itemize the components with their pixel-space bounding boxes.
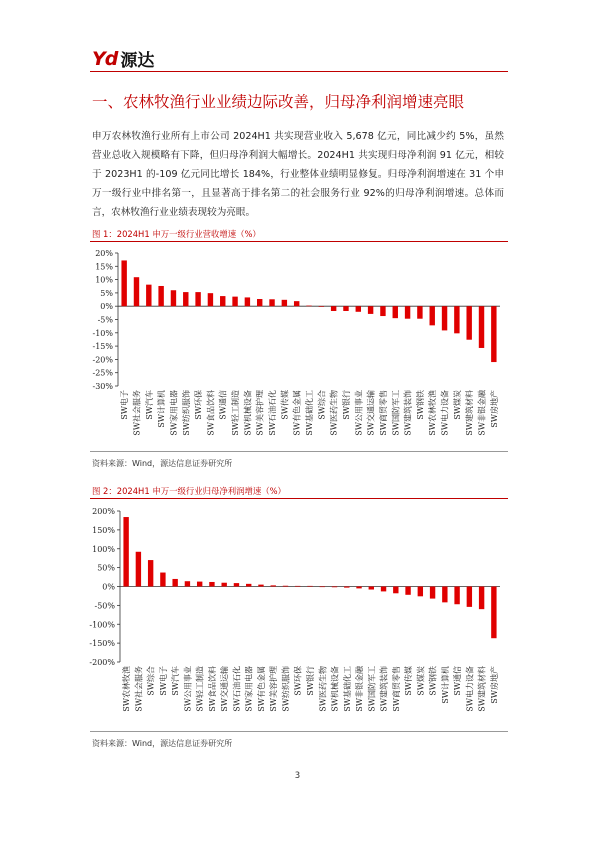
x-tick-label: SW钢铁 bbox=[428, 666, 438, 696]
bar bbox=[479, 587, 484, 610]
x-tick-label: SW交通运输 bbox=[366, 390, 376, 436]
figure1-source: 资料来源：Wind，源达信息证券研究所 bbox=[92, 459, 233, 468]
bar bbox=[197, 582, 202, 587]
x-tick-label: SW食品饮料 bbox=[207, 666, 217, 712]
bar bbox=[307, 586, 312, 587]
bar bbox=[418, 587, 423, 597]
logo-mark: Yd bbox=[92, 47, 118, 70]
bar bbox=[282, 300, 287, 306]
bar bbox=[185, 581, 190, 586]
x-tick-label: SW计算机 bbox=[440, 666, 450, 704]
x-tick-label: SW医药生物 bbox=[318, 666, 328, 712]
x-tick-label: SW汽车 bbox=[171, 666, 181, 696]
bar bbox=[430, 587, 435, 599]
y-tick-label: -25% bbox=[92, 368, 113, 378]
x-tick-label: SW环保 bbox=[293, 666, 303, 696]
y-tick-label: 5% bbox=[100, 288, 113, 298]
x-tick-label: SW煤炭 bbox=[416, 666, 426, 696]
y-tick-label: 0% bbox=[100, 302, 113, 312]
y-tick-label: 20% bbox=[95, 249, 113, 258]
bar bbox=[171, 290, 176, 306]
y-tick-label: -5% bbox=[97, 315, 113, 325]
logo-text: 源达 bbox=[120, 51, 155, 71]
x-tick-label: SW石油石化 bbox=[268, 390, 278, 436]
bar bbox=[381, 587, 386, 592]
page-number: 3 bbox=[294, 771, 301, 781]
bar bbox=[234, 583, 239, 586]
x-tick-label: SW食品饮料 bbox=[206, 390, 216, 436]
bar bbox=[343, 306, 348, 311]
x-tick-label: SW机械设备 bbox=[243, 390, 253, 436]
y-tick-label: -100% bbox=[89, 620, 115, 630]
bar bbox=[454, 306, 459, 333]
x-tick-label: SW公用事业 bbox=[183, 666, 193, 712]
bar bbox=[332, 587, 337, 588]
x-tick-label: SW建筑材料 bbox=[477, 666, 487, 712]
company-logo bbox=[92, 46, 154, 71]
bar bbox=[158, 286, 163, 306]
bar bbox=[442, 587, 447, 603]
bar bbox=[442, 306, 447, 330]
x-tick-label: SW综合 bbox=[317, 390, 327, 420]
x-tick-label: SW基础化工 bbox=[342, 666, 352, 712]
x-tick-label: SW电子 bbox=[158, 666, 168, 696]
figure1-top-rule bbox=[90, 241, 508, 242]
figure2-bottom-rule bbox=[90, 731, 508, 732]
y-tick-label: 15% bbox=[95, 262, 113, 272]
bar bbox=[123, 517, 128, 586]
bar bbox=[417, 306, 422, 319]
y-tick-label: -150% bbox=[89, 639, 115, 649]
y-tick-label: 10% bbox=[95, 275, 113, 285]
bar bbox=[369, 587, 374, 590]
x-tick-label: SW家用电器 bbox=[244, 666, 254, 712]
bar bbox=[258, 585, 263, 587]
bar bbox=[368, 306, 373, 314]
y-tick-label: -30% bbox=[92, 382, 113, 391]
x-tick-label: SW非银金融 bbox=[477, 390, 487, 436]
y-tick-label: -200% bbox=[89, 658, 115, 667]
y-tick-label: 0% bbox=[102, 582, 115, 592]
y-tick-label: -20% bbox=[92, 355, 113, 365]
x-tick-label: SW机械设备 bbox=[330, 666, 340, 712]
bar bbox=[344, 587, 349, 588]
x-tick-label: SW建筑装饰 bbox=[379, 666, 389, 712]
figure1-title: 图 1：2024H1 申万一级行业营收增速（%） bbox=[92, 229, 261, 239]
x-tick-label: SW电子 bbox=[120, 390, 130, 420]
x-tick-label: SW银行 bbox=[341, 390, 351, 420]
y-tick-label: -50% bbox=[94, 601, 115, 611]
bar bbox=[269, 299, 274, 306]
bar bbox=[183, 292, 188, 306]
figure2-top-rule bbox=[90, 498, 508, 499]
x-tick-label: SW纺织服饰 bbox=[181, 390, 191, 436]
x-tick-label: SW煤炭 bbox=[452, 390, 462, 420]
x-tick-label: SW通信 bbox=[218, 390, 228, 420]
x-tick-label: SW有色金属 bbox=[256, 666, 266, 712]
bar bbox=[306, 306, 311, 307]
x-tick-label: SW非银金融 bbox=[355, 666, 365, 712]
x-tick-label: SW综合 bbox=[146, 666, 156, 696]
x-tick-label: SW交通运输 bbox=[220, 666, 230, 712]
bar bbox=[148, 560, 153, 586]
x-tick-label: SW有色金属 bbox=[292, 390, 302, 436]
x-tick-label: SW钢铁 bbox=[415, 390, 425, 420]
bar bbox=[380, 306, 385, 316]
bar bbox=[208, 293, 213, 306]
y-tick-label: 100% bbox=[92, 544, 115, 554]
bar bbox=[405, 587, 410, 595]
x-tick-label: SW传媒 bbox=[280, 390, 290, 420]
revenue-growth-chart bbox=[88, 244, 510, 447]
bar bbox=[209, 582, 214, 587]
y-tick-label: -10% bbox=[92, 328, 113, 338]
x-tick-label: SW医药生物 bbox=[329, 390, 339, 436]
x-tick-label: SW电力设备 bbox=[465, 666, 475, 712]
x-tick-label: SW电力设备 bbox=[440, 390, 450, 436]
bar bbox=[271, 585, 276, 586]
x-tick-label: SW基础化工 bbox=[305, 390, 314, 436]
x-tick-label: SW商贸零售 bbox=[391, 666, 401, 712]
figure1-bottom-rule bbox=[90, 451, 508, 452]
x-tick-label: SW轻工制造 bbox=[231, 390, 241, 436]
x-tick-label: SW商贸零售 bbox=[378, 390, 388, 436]
x-tick-label: SW美容护理 bbox=[269, 666, 279, 712]
net-profit-growth-chart bbox=[88, 501, 510, 729]
bar bbox=[136, 552, 141, 587]
bar bbox=[320, 587, 325, 588]
bar bbox=[246, 584, 251, 587]
bar bbox=[393, 587, 398, 594]
x-tick-label: SW纺织服饰 bbox=[281, 666, 291, 712]
x-tick-label: SW房地产 bbox=[489, 666, 499, 704]
bar bbox=[393, 306, 398, 318]
x-tick-label: SW家用电器 bbox=[169, 390, 179, 436]
x-tick-label: SW计算机 bbox=[157, 390, 167, 428]
bar bbox=[232, 297, 237, 307]
bar bbox=[331, 306, 336, 311]
bar bbox=[491, 587, 496, 639]
figure2-source: 资料来源：Wind，源达信息证券研究所 bbox=[92, 739, 233, 748]
bar bbox=[283, 586, 288, 587]
bar bbox=[467, 587, 472, 607]
bar bbox=[295, 586, 300, 587]
section-title: 一、农林牧渔行业业绩边际改善，归母净利润增速亮眼 bbox=[92, 93, 465, 111]
bar bbox=[319, 306, 324, 307]
y-tick-label: -15% bbox=[92, 342, 113, 352]
bar bbox=[356, 306, 361, 312]
bar bbox=[160, 573, 165, 587]
x-tick-label: SW社会服务 bbox=[132, 390, 142, 436]
bar bbox=[121, 260, 126, 306]
x-tick-label: SW传媒 bbox=[404, 666, 414, 696]
bar bbox=[466, 306, 471, 340]
x-tick-label: SW社会服务 bbox=[134, 666, 144, 712]
bar bbox=[172, 579, 177, 587]
x-tick-label: SW农林牧渔 bbox=[428, 390, 438, 436]
x-tick-label: SW轻工制造 bbox=[195, 666, 205, 712]
x-tick-label: SW通信 bbox=[453, 666, 463, 696]
bar bbox=[245, 297, 250, 306]
bar bbox=[454, 587, 459, 605]
y-tick-label: 50% bbox=[97, 563, 115, 573]
x-tick-label: SW美容护理 bbox=[255, 390, 265, 436]
bar bbox=[221, 583, 226, 587]
x-tick-label: SW国防军工 bbox=[367, 666, 377, 712]
x-tick-label: SW房地产 bbox=[489, 390, 499, 428]
bar bbox=[257, 299, 262, 306]
x-tick-label: SW建筑装饰 bbox=[403, 390, 413, 436]
x-tick-label: SW银行 bbox=[306, 666, 315, 696]
bar bbox=[479, 306, 484, 348]
bar bbox=[430, 306, 435, 325]
bar bbox=[356, 587, 361, 589]
x-tick-label: SW汽车 bbox=[144, 390, 154, 420]
bar bbox=[220, 296, 225, 306]
x-tick-label: SW国防军工 bbox=[391, 390, 401, 436]
bar bbox=[195, 292, 200, 306]
bar bbox=[491, 306, 496, 362]
x-tick-label: SW环保 bbox=[194, 390, 204, 420]
figure2-title: 图 2：2024H1 申万一级行业归母净利润增速（%） bbox=[92, 486, 286, 496]
bar bbox=[405, 306, 410, 319]
x-tick-label: SW公用事业 bbox=[354, 390, 364, 436]
x-tick-label: SW建筑材料 bbox=[465, 390, 475, 436]
x-tick-label: SW石油石化 bbox=[232, 666, 242, 712]
body-paragraph: 申万农林牧渔行业所有上市公司 2024H1 共实现营业收入 5,678 亿元，同比减少约 5%，虽然营业总收入规模略有下降，但归母净利润大幅增长。2024H1 共实现归母净利润 91 亿元，相较于 2023H1 的-109 亿元同比增长 184%，行业整体业绩明显修复。归母净利润增速在 31 个申万一级行业中排名第一，且显著高于排名第二的社会服务行业 92%的归母净利润增速。总体而言，农林牧渔行业业绩表现较为亮眼。 bbox=[92, 131, 504, 218]
y-tick-label: 150% bbox=[92, 525, 115, 535]
x-tick-label: SW农林牧渔 bbox=[122, 666, 132, 712]
bar bbox=[146, 285, 151, 307]
header-divider bbox=[90, 71, 508, 72]
y-tick-label: 200% bbox=[92, 507, 115, 516]
bar bbox=[294, 301, 299, 306]
bar bbox=[134, 277, 139, 306]
